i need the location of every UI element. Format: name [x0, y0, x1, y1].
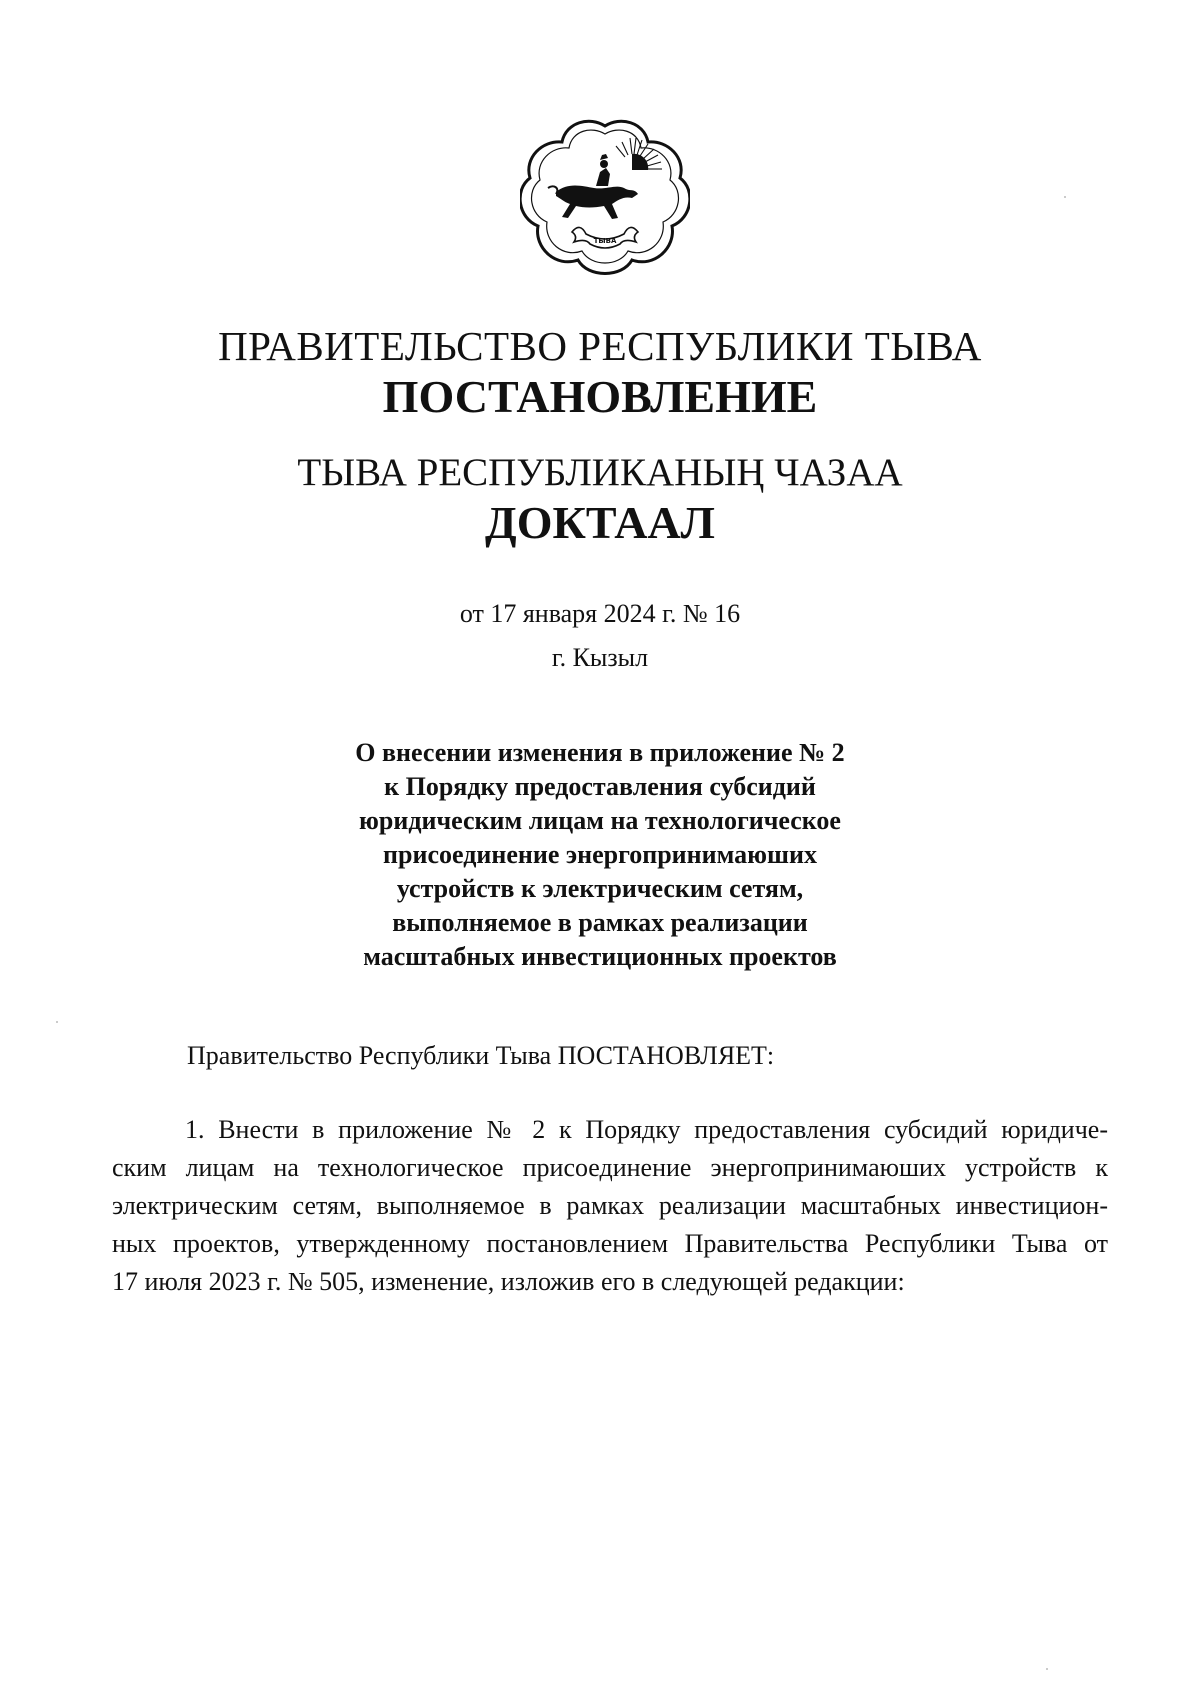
document-type-tyv: ДОКТААЛ [485, 497, 715, 548]
scan-speck [1046, 1668, 1048, 1670]
preamble: Правительство Республики Тыва ПОСТАНОВЛЯЕТ: [187, 1041, 775, 1070]
svg-text:ТЫВА: ТЫВА [593, 237, 617, 245]
paragraph-line: электрическим сетям, выполняемое в рамках реализации масштабных инвестицион- [112, 1191, 1108, 1220]
title-line: к Порядку предоставления субсидий [384, 772, 816, 801]
title-line: юридическим лицам на технологическое [359, 806, 841, 835]
title-line: присоединение энергопринимаюших [383, 840, 817, 869]
document-date-number: от 17 января 2024 г. № 16 [459, 599, 741, 628]
paragraph-line: ским лицам на технологическое присоединение энергопринимаюших устройств к [112, 1153, 1108, 1182]
paragraph-item-1 [112, 1111, 1108, 1301]
government-name-ru: ПРАВИТЕЛЬСТВО РЕСПУБЛИКИ ТЫВА [218, 323, 982, 369]
paragraph-line: ных проектов, утвержденному постановлением Правительства Республики Тыва от [112, 1229, 1108, 1258]
title-line: масштабных инвестиционных проектов [363, 942, 837, 971]
document-city: г. Кызыл [551, 643, 649, 672]
title-line: выполняемое в рамках реализации [392, 908, 808, 937]
emblem-icon [520, 118, 690, 278]
government-name-tyv: ТЫВА РЕСПУБЛИКАНЫҢ ЧАЗАА [297, 451, 903, 494]
scan-speck [1064, 196, 1066, 198]
paragraph-line: 1. Внести в приложение № 2 к Порядку предоставления субсидий юридиче- [185, 1115, 1108, 1144]
title-line: устройств к электрическим сетям, [396, 874, 804, 903]
document-type-ru: ПОСТАНОВЛЕНИЕ [382, 371, 818, 422]
paragraph-line: 17 июля 2023 г. № 505, изменение, изложив его в следующей редакции: [112, 1267, 905, 1296]
document-title [300, 736, 900, 974]
scan-speck [56, 1021, 58, 1023]
coat-of-arms-emblem [520, 118, 690, 278]
title-line: О внесении изменения в приложение № 2 [355, 738, 845, 767]
